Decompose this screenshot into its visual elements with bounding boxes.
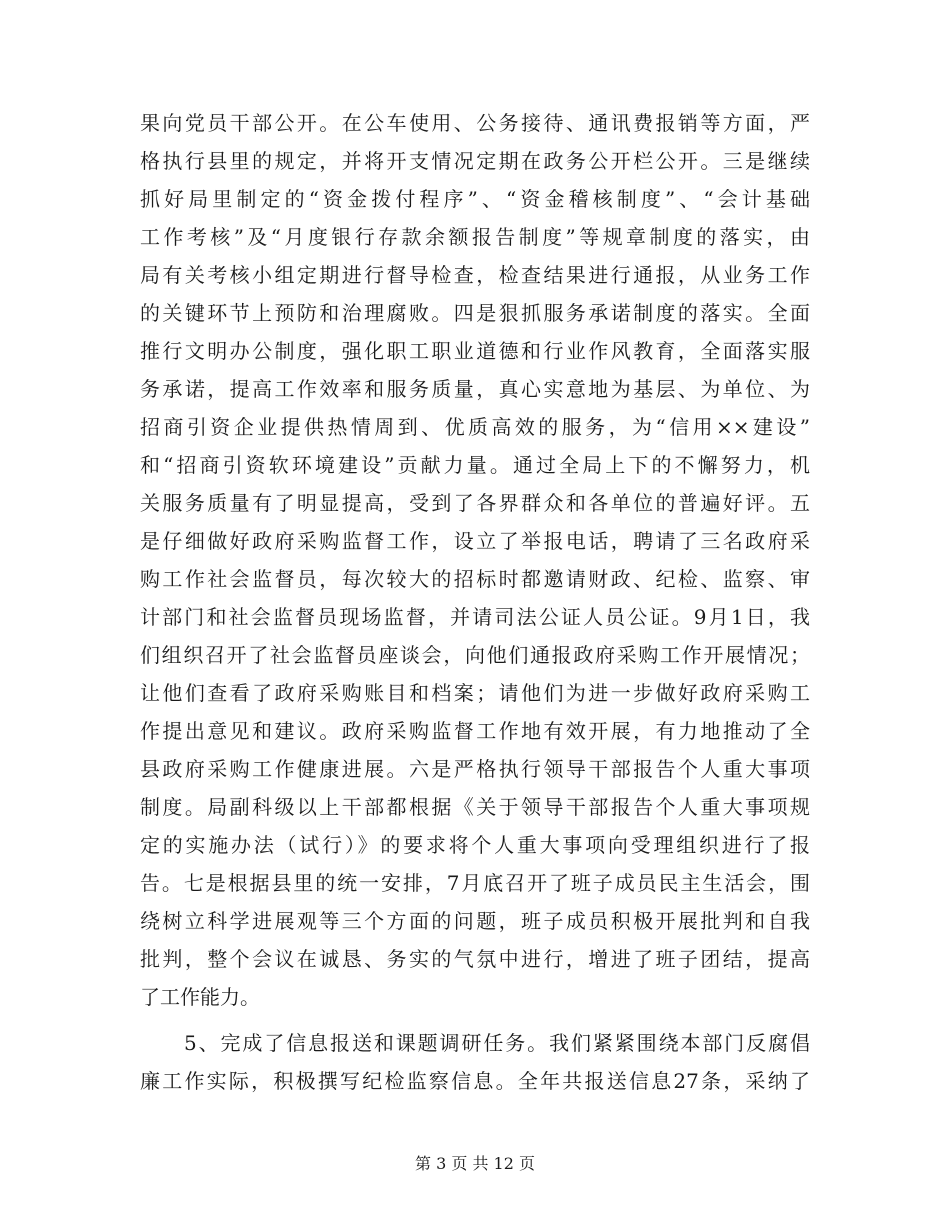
text-line: 关服务质量有了明显提高，受到了各界群众和各单位的普遍好评。五 — [140, 491, 810, 515]
text-line: 告。七是根据县里的统一安排，7月底召开了班子成员民主生活会，围 — [140, 871, 810, 895]
text-line: 廉工作实际，积极撰写纪检监察信息。全年共报送信息27条，采纳了 — [140, 1069, 810, 1093]
text-line: 制度。局副科级以上干部都根据《关于领导干部报告个人重大事项规 — [140, 795, 810, 819]
text-line: 县政府采购工作健康进展。六是严格执行领导干部报告个人重大事项 — [140, 757, 810, 781]
text-line: 格执行县里的规定，并将开支情况定期在政务公开栏公开。三是继续 — [140, 149, 810, 173]
paragraph — [140, 1024, 810, 1100]
page-number-footer: 第 3 页 共 12 页 — [415, 1154, 535, 1173]
text-line: 定的实施办法（试行）》的要求将个人重大事项向受理组织进行了报 — [140, 833, 810, 857]
body-text — [140, 104, 810, 1100]
text-line: 作提出意见和建议。政府采购监督工作地有效开展，有力地推动了全 — [140, 719, 810, 743]
text-line: 5、完成了信息报送和课题调研任务。我们紧紧围绕本部门反腐倡 — [184, 1031, 810, 1055]
text-line: 果向党员干部公开。在公车使用、公务接待、通讯费报销等方面，严 — [140, 111, 810, 135]
text-line: 和“招商引资软环境建设”贡献力量。通过全局上下的不懈努力，机 — [140, 453, 810, 477]
text-line: 招商引资企业提供热情周到、优质高效的服务，为“信用××建设” — [140, 415, 810, 439]
text-line: 是仔细做好政府采购监督工作，设立了举报电话，聘请了三名政府采 — [140, 529, 810, 553]
paragraph — [140, 104, 810, 1016]
text-line: 了工作能力。 — [140, 985, 260, 1009]
text-line: 购工作社会监督员，每次较大的招标时都邀请财政、纪检、监察、审 — [140, 567, 810, 591]
text-line: 计部门和社会监督员现场监督，并请司法公证人员公证。9月1日，我 — [140, 605, 810, 629]
paragraph-spacer — [140, 1016, 810, 1024]
text-line: 工作考核”及“月度银行存款余额报告制度”等规章制度的落实，由 — [140, 225, 810, 249]
text-line: 绕树立科学进展观等三个方面的问题，班子成员积极开展批判和自我 — [140, 909, 810, 933]
text-line: 抓好局里制定的“资金拨付程序”、“资金稽核制度”、“会计基础 — [140, 187, 810, 211]
text-line: 局有关考核小组定期进行督导检查，检查结果进行通报，从业务工作 — [140, 263, 810, 287]
text-line: 让他们查看了政府采购账目和档案；请他们为进一步做好政府采购工 — [140, 681, 810, 705]
text-line: 推行文明办公制度，强化职工职业道德和行业作风教育，全面落实服 — [140, 339, 810, 363]
text-line: 的关键环节上预防和治理腐败。四是狠抓服务承诺制度的落实。全面 — [140, 301, 810, 325]
text-line: 们组织召开了社会监督员座谈会，向他们通报政府采购工作开展情况； — [140, 643, 810, 667]
text-line: 务承诺，提高工作效率和服务质量，真心实意地为基层、为单位、为 — [140, 377, 810, 401]
text-line: 批判，整个会议在诚恳、务实的气氛中进行，增进了班子团结，提高 — [140, 947, 810, 971]
